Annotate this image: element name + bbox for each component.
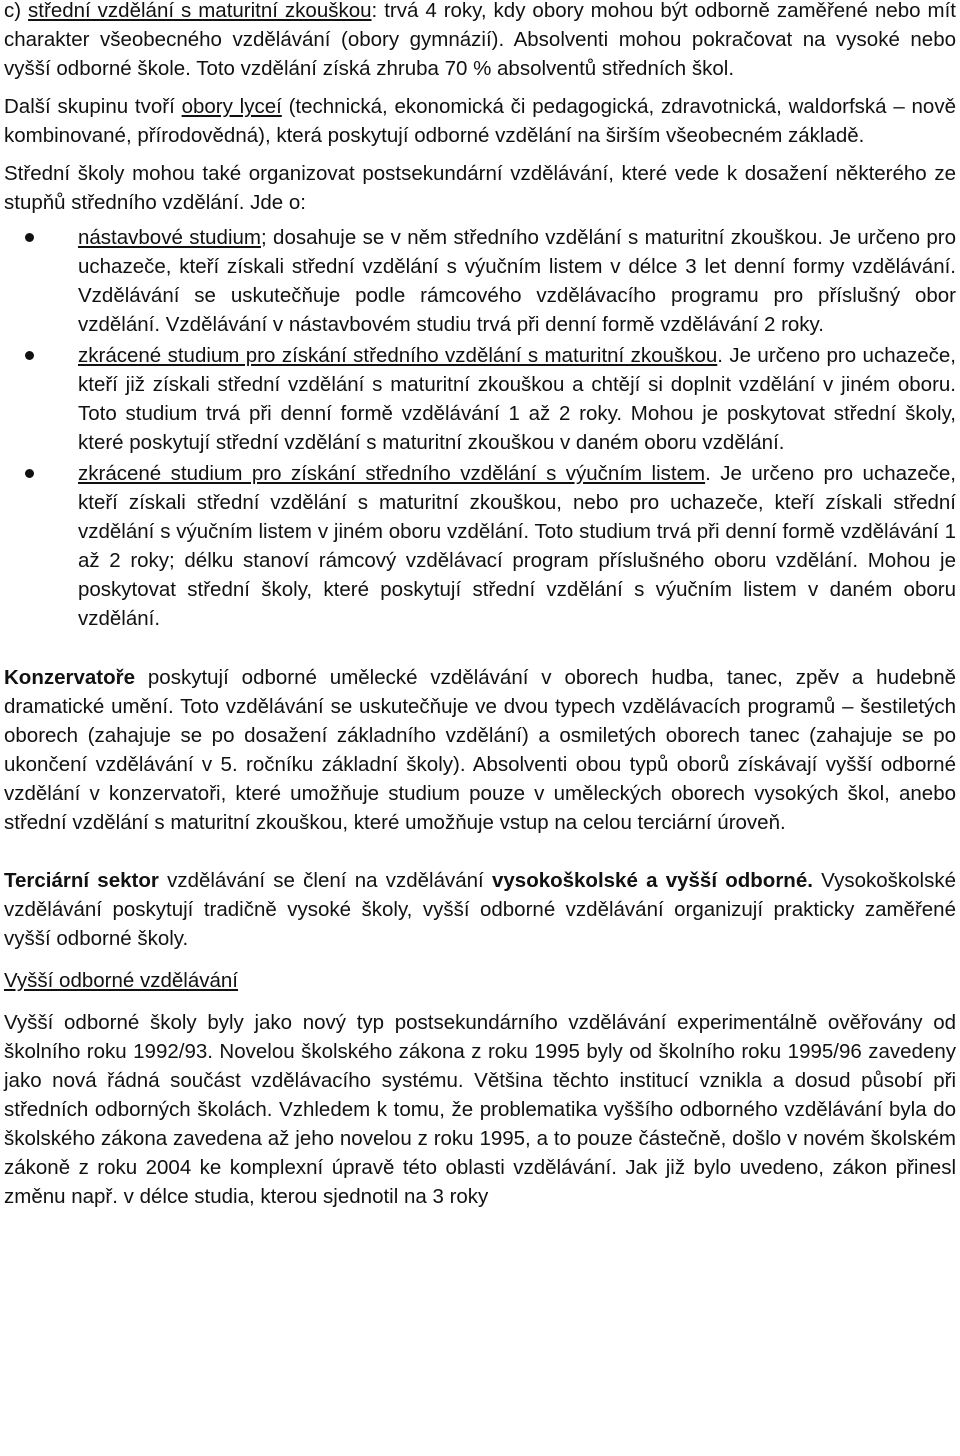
underlined-term: nástavbové studium (78, 226, 261, 249)
paragraph-tertiary (4, 866, 956, 953)
section-heading: Vyšší odborné vzdělávání (4, 969, 238, 992)
list-item (4, 223, 956, 339)
underlined-term-lycea: obory lyceí (181, 95, 282, 118)
paragraph-conservatories (4, 663, 956, 837)
paragraph-text: : trvá 4 roky, kdy obory mohou být odborně zaměřené nebo mít charakter všeobecného vzdělávání (obory gymnázií). Absolventi mohou pokračovat na vysoké nebo vyšší odborné škole. Toto vzdělání získá zhruba 70 % absolventů středních škol. (4, 0, 956, 80)
paragraph-text: Vysokoškolské vzdělávání poskytují tradičně vysoké školy, vyšší odborné vzdělávání organizují prakticky zaměřené vyšší odborné školy. (4, 869, 956, 950)
paragraph-postsecondary: Střední školy mohou také organizovat postsekundární vzdělávání, které vede k dosažení některého ze stupňů středního vzdělání. Jde o: (4, 162, 956, 214)
list-item-text: . Je určeno pro uchazeče, kteří již získali střední vzdělání s maturitní zkouškou a chtějí si doplnit vzdělání v jiném oboru. Toto studium trvá při denní formě vzdělávání 1 až 2 roky. Mohou je poskytovat střední školy, které poskytují střední vzdělání s maturitní zkouškou v daném oboru vzdělání. (78, 344, 956, 454)
bullet-icon (25, 469, 34, 478)
underlined-term-maturita: střední vzdělání s maturitní zkouškou (28, 0, 372, 22)
bold-term-higher-education: vysokoškolské a vyšší odborné. (491, 869, 813, 892)
list-item (4, 341, 956, 457)
bold-term-tertiary: Terciární sektor (4, 869, 159, 892)
bullet-icon (25, 233, 34, 242)
list-item-text: ; dosahuje se v něm středního vzdělání s maturitní zkouškou. Je určeno pro uchazeče, kteří získali střední vzdělání s výučním listem v délce 3 let denní formy vzdělávání. Vzdělávání se uskutečňuje podle rámcového vzdělávacího programu pro příslušný obor vzdělání. Vzdělávání v nástavbovém studiu trvá při denní formě vzdělávání 2 roky. (78, 226, 957, 336)
bullet-icon (25, 351, 34, 360)
underlined-term: zkrácené studium pro získání středního vzdělání s výučním listem (78, 462, 706, 485)
list-item-text: . Je určeno pro uchazeče, kteří získali střední vzdělání s maturitní zkouškou, nebo pro uchazeče, kteří získali střední vzdělání s výučním listem v jiném oboru vzdělání. Toto studium trvá při denní formě vzdělávání 1 až 2 roky; délku stanoví rámcový vzdělávací program příslušného oboru vzdělání. Mohou je poskytovat střední školy, které poskytují střední vzdělání s výučním listem v daném oboru vzdělání. (78, 462, 956, 630)
paragraph-text: poskytují odborné umělecké vzdělávání v oborech hudba, tanec, zpěv a hudebně dramatické umění. Toto vzdělávání se uskutečňuje ve dvou typech vzdělávacích programů – šestiletých oborech (zahajuje se po dosažení základního vzdělání) a osmiletých oborech tanec (zahajuje se po ukončení vzdělávání v 5. ročníku základní školy). Absolventi obou typů oborů získávají vyšší odborné vzdělání v konzervatoři, které umožňuje studium pouze v uměleckých oborech vysokých škol, anebo střední vzdělání s maturitní zkouškou, které umožňuje vstup na celou terciární úroveň. (4, 666, 956, 834)
list-item (4, 459, 956, 633)
paragraph-text: (technická, ekonomická či pedagogická, zdravotnická, waldorfská – nově kombinované, přírodovědná), která poskytují odborné vzdělání na širším všeobecném základě. (4, 95, 956, 147)
paragraph-secondary-with-maturita (4, 0, 956, 83)
paragraph-lead: Další skupinu tvoří (4, 95, 182, 118)
paragraph-lycea (4, 92, 956, 150)
paragraph-text: vzdělávání se člení na vzdělávání (158, 869, 492, 892)
paragraph-higher-vocational: Vyšší odborné školy byly jako nový typ postsekundárního vzdělávání experimentálně ověřovány od školního roku 1992/93. Novelou školského zákona z roku 1995 byly od školního roku 1995/96 zavedeny jako nová řádná součást vzdělávacího systému. Většina těchto institucí vznikla a dosud působí při středních odborných školách. Vzhledem k tomu, že problematika vyššího odborného vzdělávání byla do školského zákona zavedena až jeho novelou z roku 1995, a to pouze částečně, došlo v novém školském zákoně z roku 2004 ke komplexní úpravě této oblasti vzdělávání. Jak již bylo uvedeno, zákon přinesl změnu např. v délce studia, kterou sjednotil na 3 roky (4, 1011, 956, 1208)
paragraph-lead: c) (4, 0, 29, 22)
underlined-term: zkrácené studium pro získání středního vzdělání s maturitní zkouškou (78, 344, 718, 367)
bullet-list-postsecondary (4, 223, 956, 633)
bold-term-konzervatore: Konzervatoře (4, 666, 136, 689)
